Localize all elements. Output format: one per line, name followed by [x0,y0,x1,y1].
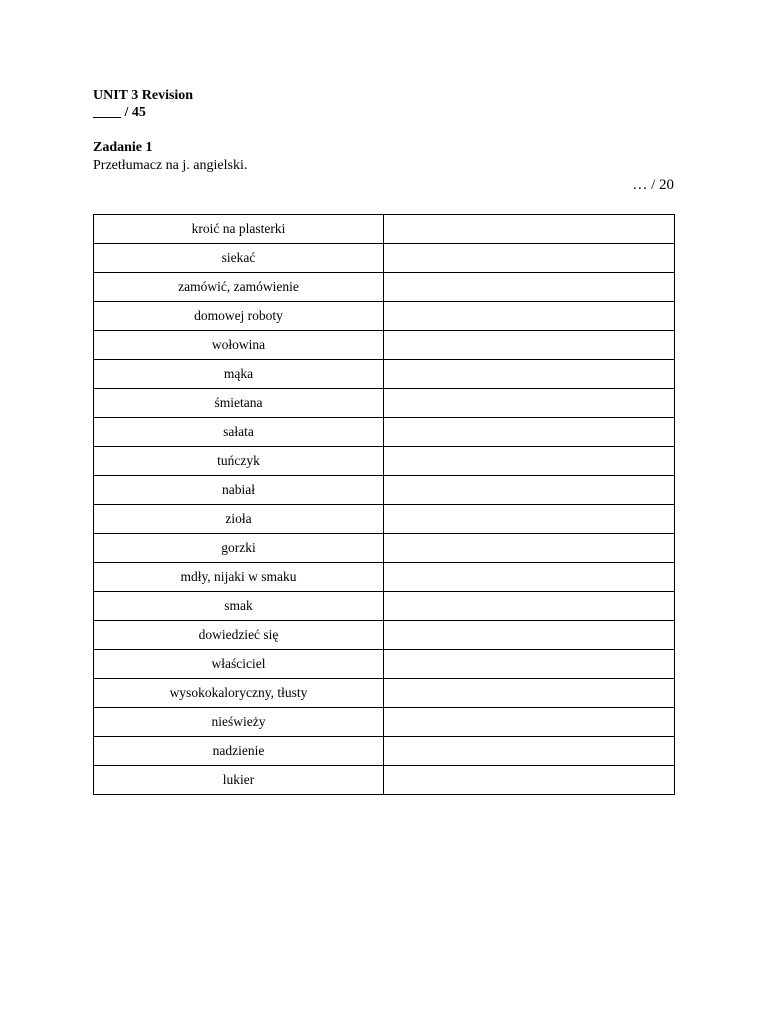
polish-word-cell: wołowina [94,331,384,360]
vocabulary-table [93,214,675,795]
table-row [94,621,675,650]
table-row [94,592,675,621]
polish-word-cell: zamówić, zamówienie [94,273,384,302]
polish-word-cell: nabiał [94,476,384,505]
polish-word-cell: siekać [94,244,384,273]
english-answer-cell[interactable] [384,563,675,592]
table-row [94,679,675,708]
table-row [94,534,675,563]
table-row [94,215,675,244]
english-answer-cell[interactable] [384,389,675,418]
table-row [94,737,675,766]
english-answer-cell[interactable] [384,418,675,447]
polish-word-cell: dowiedzieć się [94,621,384,650]
english-answer-cell[interactable] [384,476,675,505]
table-row [94,563,675,592]
polish-word-cell: mąka [94,360,384,389]
polish-word-cell: śmietana [94,389,384,418]
english-answer-cell[interactable] [384,650,675,679]
english-answer-cell[interactable] [384,273,675,302]
polish-word-cell: kroić na plasterki [94,215,384,244]
english-answer-cell[interactable] [384,737,675,766]
table-row [94,505,675,534]
english-answer-cell[interactable] [384,302,675,331]
english-answer-cell[interactable] [384,679,675,708]
task-instruction: Przetłumacz na j. angielski. [93,158,248,173]
english-answer-cell[interactable] [384,360,675,389]
polish-word-cell: nieświeży [94,708,384,737]
table-row [94,302,675,331]
polish-word-cell: właściciel [94,650,384,679]
english-answer-cell[interactable] [384,215,675,244]
table-row [94,766,675,795]
table-row [94,476,675,505]
table-row [94,360,675,389]
table-row [94,650,675,679]
unit-title: UNIT 3 Revision [93,88,194,103]
task-score: … / 20 [632,177,674,193]
polish-word-cell: wysokokaloryczny, tłusty [94,679,384,708]
vocabulary-table-body [94,215,675,795]
polish-word-cell: mdły, nijaki w smaku [94,563,384,592]
polish-word-cell: domowej roboty [94,302,384,331]
unit-score: ____ / 45 [93,105,146,120]
english-answer-cell[interactable] [384,621,675,650]
polish-word-cell: smak [94,592,384,621]
table-row [94,273,675,302]
english-answer-cell[interactable] [384,447,675,476]
english-answer-cell[interactable] [384,331,675,360]
table-row [94,244,675,273]
task-title: Zadanie 1 [93,140,153,155]
polish-word-cell: zioła [94,505,384,534]
polish-word-cell: gorzki [94,534,384,563]
english-answer-cell[interactable] [384,244,675,273]
polish-word-cell: sałata [94,418,384,447]
table-row [94,389,675,418]
english-answer-cell[interactable] [384,592,675,621]
polish-word-cell: nadzienie [94,737,384,766]
english-answer-cell[interactable] [384,708,675,737]
polish-word-cell: tuńczyk [94,447,384,476]
table-row [94,418,675,447]
english-answer-cell[interactable] [384,766,675,795]
polish-word-cell: lukier [94,766,384,795]
table-row [94,331,675,360]
table-row [94,447,675,476]
english-answer-cell[interactable] [384,534,675,563]
english-answer-cell[interactable] [384,505,675,534]
table-row [94,708,675,737]
